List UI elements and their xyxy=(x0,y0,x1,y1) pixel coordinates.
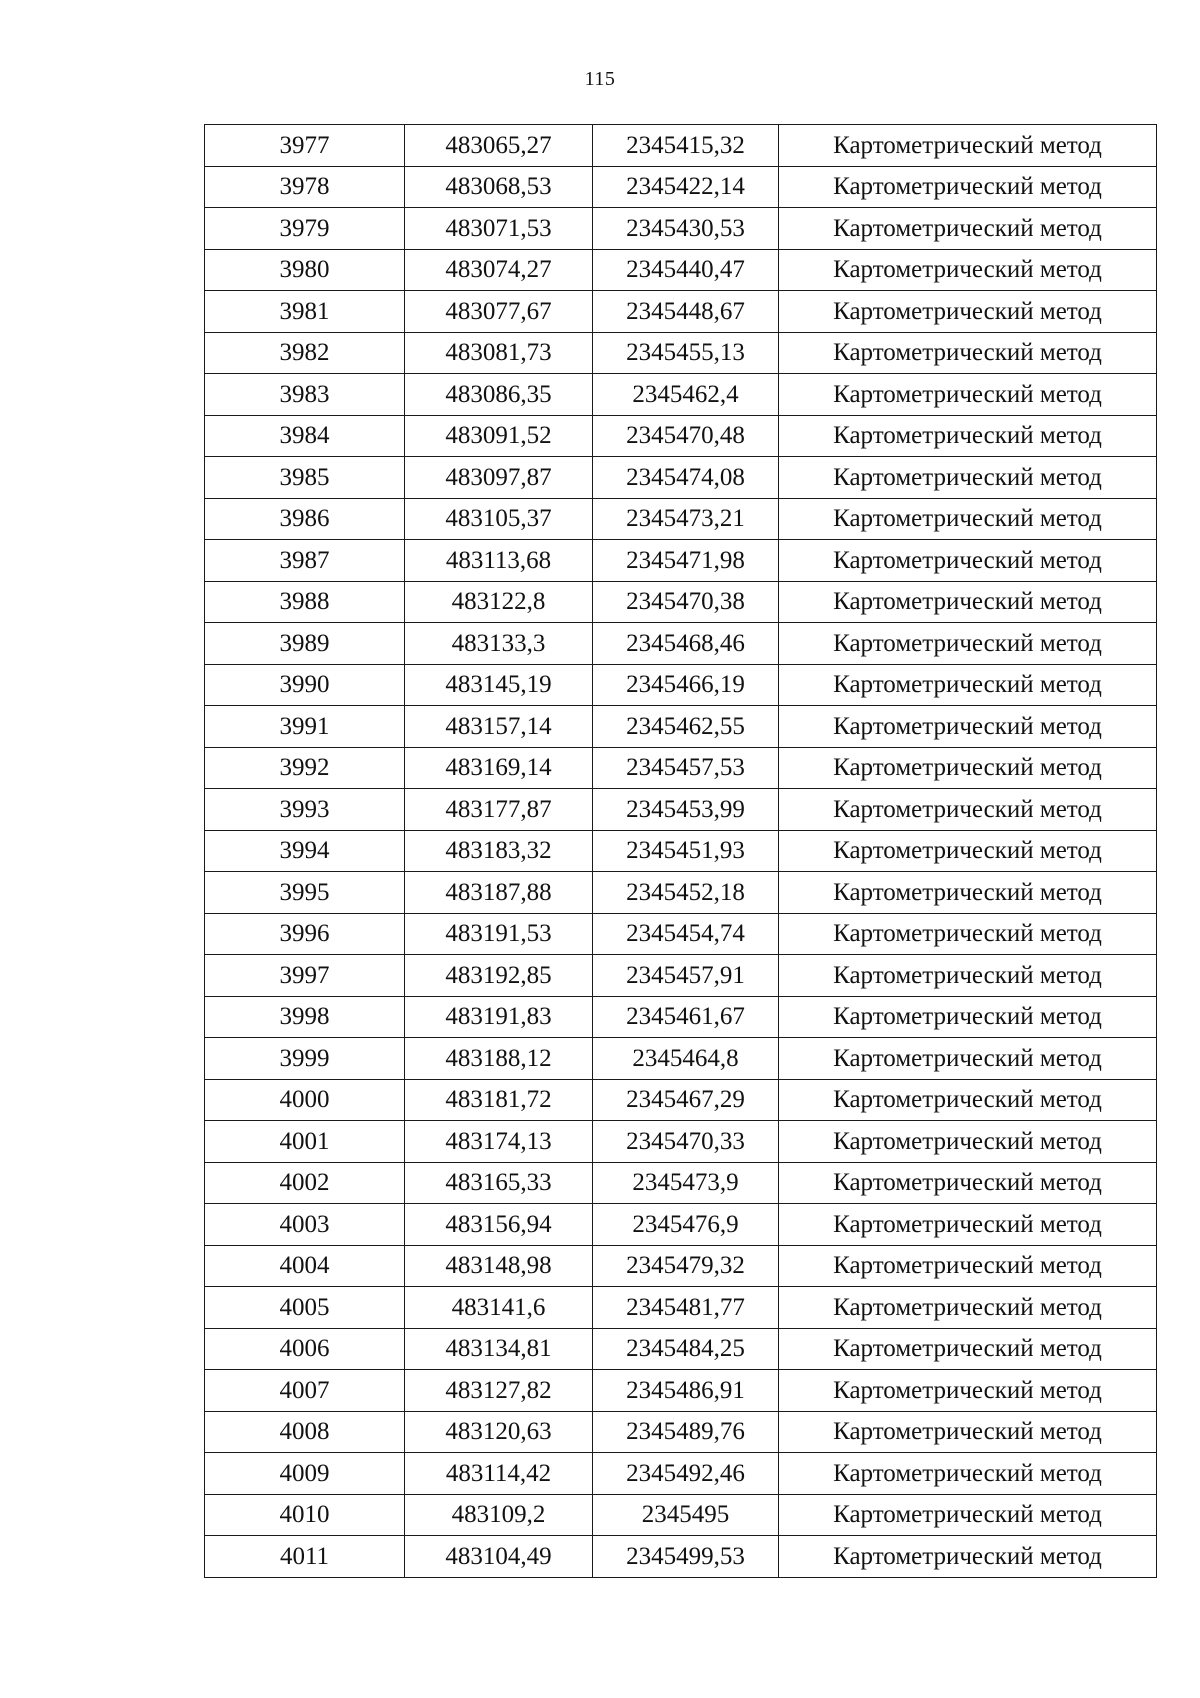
x-coordinate-cell: 483145,19 xyxy=(405,664,593,706)
y-coordinate-cell: 2345415,32 xyxy=(593,125,779,167)
table-row xyxy=(205,581,1157,623)
x-coordinate-cell: 483120,63 xyxy=(405,1411,593,1453)
x-coordinate-cell: 483157,14 xyxy=(405,706,593,748)
x-coordinate-cell: 483104,49 xyxy=(405,1536,593,1578)
x-coordinate-cell: 483065,27 xyxy=(405,125,593,167)
y-coordinate-cell: 2345455,13 xyxy=(593,332,779,374)
point-number-cell: 3994 xyxy=(205,830,405,872)
point-number-cell: 4002 xyxy=(205,1162,405,1204)
table-row xyxy=(205,623,1157,665)
table-row xyxy=(205,872,1157,914)
method-cell: Картометрический метод xyxy=(779,291,1157,333)
method-cell: Картометрический метод xyxy=(779,996,1157,1038)
y-coordinate-cell: 2345495 xyxy=(593,1494,779,1536)
x-coordinate-cell: 483188,12 xyxy=(405,1038,593,1080)
method-cell: Картометрический метод xyxy=(779,498,1157,540)
x-coordinate-cell: 483097,87 xyxy=(405,457,593,499)
y-coordinate-cell: 2345471,98 xyxy=(593,540,779,582)
method-cell: Картометрический метод xyxy=(779,166,1157,208)
table-row xyxy=(205,1536,1157,1578)
y-coordinate-cell: 2345457,53 xyxy=(593,747,779,789)
method-cell: Картометрический метод xyxy=(779,581,1157,623)
x-coordinate-cell: 483187,88 xyxy=(405,872,593,914)
y-coordinate-cell: 2345448,67 xyxy=(593,291,779,333)
point-number-cell: 4011 xyxy=(205,1536,405,1578)
point-number-cell: 3978 xyxy=(205,166,405,208)
method-cell: Картометрический метод xyxy=(779,125,1157,167)
method-cell: Картометрический метод xyxy=(779,415,1157,457)
point-number-cell: 3990 xyxy=(205,664,405,706)
table-row xyxy=(205,955,1157,997)
table-row xyxy=(205,1079,1157,1121)
method-cell: Картометрический метод xyxy=(779,913,1157,955)
table-row xyxy=(205,498,1157,540)
x-coordinate-cell: 483077,67 xyxy=(405,291,593,333)
table-row xyxy=(205,789,1157,831)
y-coordinate-cell: 2345454,74 xyxy=(593,913,779,955)
table-row xyxy=(205,1370,1157,1412)
point-number-cell: 4007 xyxy=(205,1370,405,1412)
point-number-cell: 3993 xyxy=(205,789,405,831)
x-coordinate-cell: 483141,6 xyxy=(405,1287,593,1329)
x-coordinate-cell: 483156,94 xyxy=(405,1204,593,1246)
point-number-cell: 4004 xyxy=(205,1245,405,1287)
x-coordinate-cell: 483086,35 xyxy=(405,374,593,416)
point-number-cell: 3985 xyxy=(205,457,405,499)
x-coordinate-cell: 483122,8 xyxy=(405,581,593,623)
y-coordinate-cell: 2345492,46 xyxy=(593,1453,779,1495)
y-coordinate-cell: 2345462,55 xyxy=(593,706,779,748)
method-cell: Картометрический метод xyxy=(779,1287,1157,1329)
x-coordinate-cell: 483191,83 xyxy=(405,996,593,1038)
table-row xyxy=(205,208,1157,250)
point-number-cell: 3989 xyxy=(205,623,405,665)
y-coordinate-cell: 2345451,93 xyxy=(593,830,779,872)
x-coordinate-cell: 483134,81 xyxy=(405,1328,593,1370)
y-coordinate-cell: 2345464,8 xyxy=(593,1038,779,1080)
table-row xyxy=(205,830,1157,872)
table-row xyxy=(205,1328,1157,1370)
table-row xyxy=(205,1453,1157,1495)
y-coordinate-cell: 2345473,9 xyxy=(593,1162,779,1204)
y-coordinate-cell: 2345481,77 xyxy=(593,1287,779,1329)
x-coordinate-cell: 483109,2 xyxy=(405,1494,593,1536)
y-coordinate-cell: 2345484,25 xyxy=(593,1328,779,1370)
y-coordinate-cell: 2345486,91 xyxy=(593,1370,779,1412)
method-cell: Картометрический метод xyxy=(779,1453,1157,1495)
table-row xyxy=(205,125,1157,167)
x-coordinate-cell: 483071,53 xyxy=(405,208,593,250)
table-row xyxy=(205,249,1157,291)
x-coordinate-cell: 483165,33 xyxy=(405,1162,593,1204)
y-coordinate-cell: 2345466,19 xyxy=(593,664,779,706)
y-coordinate-cell: 2345440,47 xyxy=(593,249,779,291)
y-coordinate-cell: 2345470,33 xyxy=(593,1121,779,1163)
y-coordinate-cell: 2345499,53 xyxy=(593,1536,779,1578)
point-number-cell: 3991 xyxy=(205,706,405,748)
y-coordinate-cell: 2345462,4 xyxy=(593,374,779,416)
method-cell: Картометрический метод xyxy=(779,664,1157,706)
x-coordinate-cell: 483091,52 xyxy=(405,415,593,457)
point-number-cell: 3997 xyxy=(205,955,405,997)
y-coordinate-cell: 2345470,38 xyxy=(593,581,779,623)
x-coordinate-cell: 483081,73 xyxy=(405,332,593,374)
table-row xyxy=(205,913,1157,955)
point-number-cell: 3999 xyxy=(205,1038,405,1080)
method-cell: Картометрический метод xyxy=(779,1536,1157,1578)
table-row xyxy=(205,332,1157,374)
method-cell: Картометрический метод xyxy=(779,747,1157,789)
coordinates-table xyxy=(204,124,1157,1578)
point-number-cell: 4008 xyxy=(205,1411,405,1453)
method-cell: Картометрический метод xyxy=(779,1370,1157,1412)
x-coordinate-cell: 483177,87 xyxy=(405,789,593,831)
y-coordinate-cell: 2345470,48 xyxy=(593,415,779,457)
table-row xyxy=(205,996,1157,1038)
method-cell: Картометрический метод xyxy=(779,1494,1157,1536)
y-coordinate-cell: 2345467,29 xyxy=(593,1079,779,1121)
method-cell: Картометрический метод xyxy=(779,1328,1157,1370)
method-cell: Картометрический метод xyxy=(779,249,1157,291)
table-row xyxy=(205,747,1157,789)
method-cell: Картометрический метод xyxy=(779,1411,1157,1453)
coordinates-table-body xyxy=(205,125,1157,1578)
x-coordinate-cell: 483114,42 xyxy=(405,1453,593,1495)
point-number-cell: 3987 xyxy=(205,540,405,582)
method-cell: Картометрический метод xyxy=(779,540,1157,582)
point-number-cell: 4001 xyxy=(205,1121,405,1163)
method-cell: Картометрический метод xyxy=(779,1121,1157,1163)
y-coordinate-cell: 2345468,46 xyxy=(593,623,779,665)
method-cell: Картометрический метод xyxy=(779,623,1157,665)
method-cell: Картометрический метод xyxy=(779,1245,1157,1287)
point-number-cell: 3983 xyxy=(205,374,405,416)
method-cell: Картометрический метод xyxy=(779,1079,1157,1121)
point-number-cell: 4003 xyxy=(205,1204,405,1246)
x-coordinate-cell: 483181,72 xyxy=(405,1079,593,1121)
point-number-cell: 3995 xyxy=(205,872,405,914)
point-number-cell: 3984 xyxy=(205,415,405,457)
table-row xyxy=(205,1411,1157,1453)
method-cell: Картометрический метод xyxy=(779,1038,1157,1080)
table-row xyxy=(205,1287,1157,1329)
method-cell: Картометрический метод xyxy=(779,789,1157,831)
point-number-cell: 3988 xyxy=(205,581,405,623)
method-cell: Картометрический метод xyxy=(779,830,1157,872)
point-number-cell: 3981 xyxy=(205,291,405,333)
table-row xyxy=(205,1204,1157,1246)
table-row xyxy=(205,457,1157,499)
x-coordinate-cell: 483148,98 xyxy=(405,1245,593,1287)
point-number-cell: 4009 xyxy=(205,1453,405,1495)
y-coordinate-cell: 2345430,53 xyxy=(593,208,779,250)
x-coordinate-cell: 483068,53 xyxy=(405,166,593,208)
table-row xyxy=(205,664,1157,706)
x-coordinate-cell: 483169,14 xyxy=(405,747,593,789)
y-coordinate-cell: 2345473,21 xyxy=(593,498,779,540)
table-row xyxy=(205,706,1157,748)
table-row xyxy=(205,1162,1157,1204)
method-cell: Картометрический метод xyxy=(779,872,1157,914)
y-coordinate-cell: 2345453,99 xyxy=(593,789,779,831)
point-number-cell: 3980 xyxy=(205,249,405,291)
point-number-cell: 3996 xyxy=(205,913,405,955)
y-coordinate-cell: 2345474,08 xyxy=(593,457,779,499)
y-coordinate-cell: 2345457,91 xyxy=(593,955,779,997)
method-cell: Картометрический метод xyxy=(779,374,1157,416)
page-number: 115 xyxy=(584,68,616,90)
x-coordinate-cell: 483133,3 xyxy=(405,623,593,665)
x-coordinate-cell: 483105,37 xyxy=(405,498,593,540)
y-coordinate-cell: 2345479,32 xyxy=(593,1245,779,1287)
method-cell: Картометрический метод xyxy=(779,1204,1157,1246)
method-cell: Картометрический метод xyxy=(779,955,1157,997)
point-number-cell: 3982 xyxy=(205,332,405,374)
y-coordinate-cell: 2345489,76 xyxy=(593,1411,779,1453)
table-row xyxy=(205,374,1157,416)
x-coordinate-cell: 483192,85 xyxy=(405,955,593,997)
table-row xyxy=(205,1494,1157,1536)
table-row xyxy=(205,291,1157,333)
x-coordinate-cell: 483191,53 xyxy=(405,913,593,955)
point-number-cell: 3979 xyxy=(205,208,405,250)
point-number-cell: 4005 xyxy=(205,1287,405,1329)
x-coordinate-cell: 483183,32 xyxy=(405,830,593,872)
table-row xyxy=(205,166,1157,208)
point-number-cell: 4006 xyxy=(205,1328,405,1370)
table-row xyxy=(205,1038,1157,1080)
x-coordinate-cell: 483113,68 xyxy=(405,540,593,582)
method-cell: Картометрический метод xyxy=(779,457,1157,499)
point-number-cell: 4010 xyxy=(205,1494,405,1536)
y-coordinate-cell: 2345422,14 xyxy=(593,166,779,208)
x-coordinate-cell: 483127,82 xyxy=(405,1370,593,1412)
point-number-cell: 3998 xyxy=(205,996,405,1038)
y-coordinate-cell: 2345461,67 xyxy=(593,996,779,1038)
point-number-cell: 3977 xyxy=(205,125,405,167)
table-row xyxy=(205,1245,1157,1287)
x-coordinate-cell: 483174,13 xyxy=(405,1121,593,1163)
table-row xyxy=(205,1121,1157,1163)
method-cell: Картометрический метод xyxy=(779,208,1157,250)
x-coordinate-cell: 483074,27 xyxy=(405,249,593,291)
y-coordinate-cell: 2345452,18 xyxy=(593,872,779,914)
table-row xyxy=(205,540,1157,582)
table-row xyxy=(205,415,1157,457)
point-number-cell: 4000 xyxy=(205,1079,405,1121)
method-cell: Картометрический метод xyxy=(779,706,1157,748)
point-number-cell: 3986 xyxy=(205,498,405,540)
method-cell: Картометрический метод xyxy=(779,332,1157,374)
method-cell: Картометрический метод xyxy=(779,1162,1157,1204)
y-coordinate-cell: 2345476,9 xyxy=(593,1204,779,1246)
point-number-cell: 3992 xyxy=(205,747,405,789)
